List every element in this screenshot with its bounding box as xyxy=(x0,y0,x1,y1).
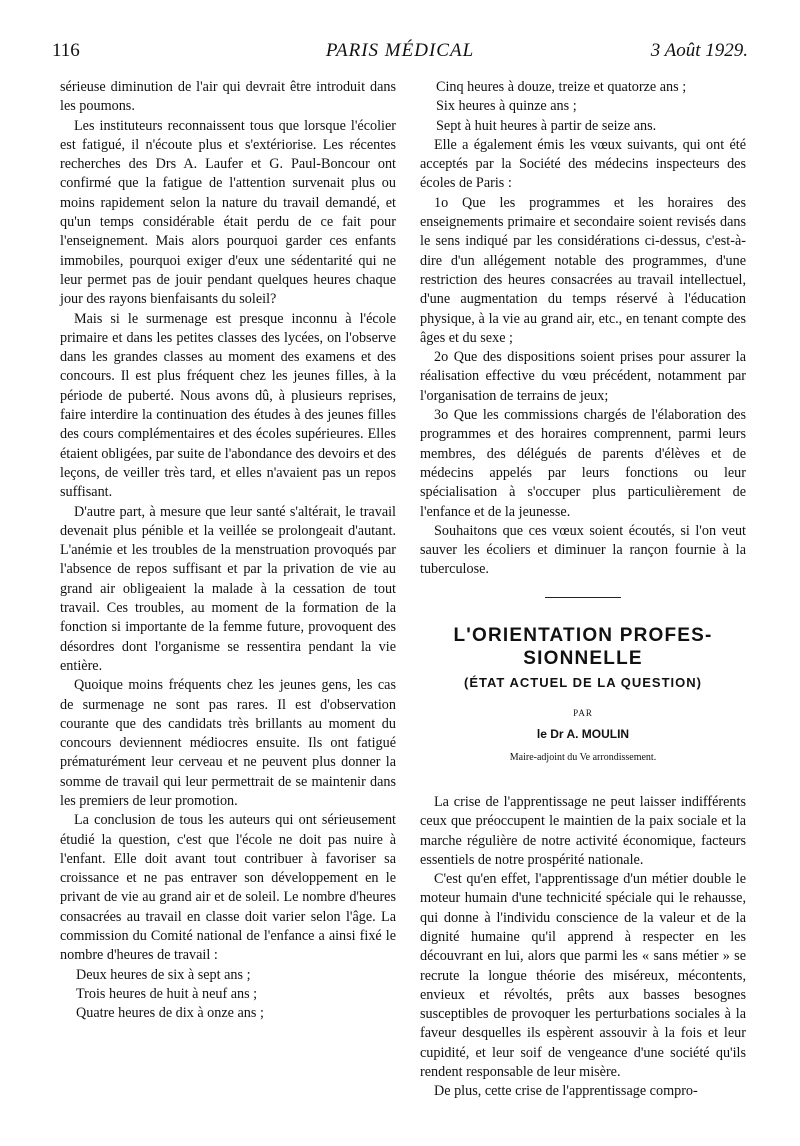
paragraph: Elle a également émis les vœux suivants, qui ont été acceptés par la Société des médecins inspecteurs des écoles de Paris : xyxy=(420,136,746,192)
left-column xyxy=(60,78,396,1024)
paragraph: Quoique moins fréquents chez les jeunes gens, les cas de surmenage ne sont pas rares. Il est d'observation courante que des candidats très brillants au moment du concours deviennent médiocres ensuite. Ils ont fatigué prématurément leur cerveau et ne peuvent plus donner la somme de travail qui leur permettrait de se maintenir dans les premiers de leur promotion. xyxy=(60,677,396,809)
list-item: Quatre heures de dix à onze ans ; xyxy=(76,1005,264,1022)
author-role: Maire-adjoint du Ve arrondissement. xyxy=(509,751,657,763)
article-title xyxy=(420,624,746,670)
paragraph: Souhaitons que ces vœux soient écoutés, si l'on veut sauver les écoliers et diminuer la rançon fournie à la tuberculose. xyxy=(420,522,746,578)
page-number: 116 xyxy=(52,40,80,61)
paragraph: D'autre part, à mesure que leur santé s'altérait, le travail devenait plus pénible et la veillée se prolongeait d'autant. L'anémie et les troubles de la menstruation provoqués par l'absence de repos suffisant et par la privation de vie au grand air obligeaient la malade à la cessation de tout travail. Ces troubles, au moment de la formation de la fonction si importante de la femme future, provoquent des désordres dont l'organisme se ressentira pendant la vie entière. xyxy=(60,503,396,674)
list-item: Six heures à quinze ans ; xyxy=(436,98,577,115)
paragraph: 1o Que les programmes et les horaires des enseignements primaire et secondaire soient revisés dans le sens indiqué par les considérations ci-dessus, c'est-à-dire d'un allégement notable des programmes, d'une restriction des heures consacrées au travail intellectuel, d'une augmentation du temps réservé à l'éducation physique, à la vie au grand air, etc., en tenant compte des âges et du sexe ; xyxy=(420,194,746,346)
running-header xyxy=(52,40,748,70)
list-item: Trois heures de huit à neuf ans ; xyxy=(76,985,258,1002)
list-item: Sept à huit heures à partir de seize ans. xyxy=(436,117,657,134)
section-divider xyxy=(545,597,621,598)
paragraph: Les instituteurs reconnaissent tous que lorsque l'écolier est fatigué, il n'écoute plus et s'extériorise. Les récentes recherches des Drs A. Laufer et G. Paul-Boncour ont confirmé que la fatigue de l'attention survenait plus ou moins rapidement selon la nature du travail demandé, et qu'un temps considérable était perdu de ce fait pour l'enseignement. Mais alors pourquoi garder ces enfants immobiles, pourquoi exiger d'eux une sédentarité qui ne leur permet pas de jouir pendant quelques heures chaque jour des rayons bienfaisants du soleil? xyxy=(60,117,396,308)
paragraph: 3o Que les commissions chargés de l'élaboration des programmes et des horaires comprennent, parmi leurs membres, des délégués de parents d'élèves et de médecins appelés par leurs fonctions ou leur spécialisation à s'occuper plus particulièrement de l'enfance et de la jeunesse. xyxy=(420,407,746,520)
byline-par: PAR xyxy=(573,708,593,719)
article-title-line: SIONNELLE xyxy=(523,647,643,669)
article-author: le Dr A. MOULIN xyxy=(536,727,630,742)
paragraph: 2o Que des dispositions soient prises pour assurer la réalisation effective du vœu précédent, notamment par l'organisation de terrains de jeux; xyxy=(420,349,746,404)
paragraph: sérieuse diminution de l'air qui devrait être introduit dans les poumons. xyxy=(60,79,396,115)
paragraph: Mais si le surmenage est presque inconnu à l'école primaire et dans les petites classes des lycées, on l'observe dans les grandes classes au moment des examens et des concours. Il est plus fréquent chez les jeunes filles, à la période de puberté. Nous avons dû, à plusieurs reprises, faire interdire la continuation des études à des jeunes filles des cours complémentaires et des écoles supérieures. Elles étaient obligées, par suite de l'abondance des devoirs et des leçons, de veiller très tard, et elles n'avaient pas un repos suffisant. xyxy=(60,310,396,501)
paragraph: La conclusion de tous les auteurs qui ont sérieusement étudié la question, c'est que l'école ne doit pas nuire à l'enfant. Elle doit avant tout contribuer à favoriser sa croissance et ne pas entraver son développement en le privant de vie au grand air et de soleil. Le nombre d'heures consacrées au travail en classe doit varier selon l'âge. La commission du Comité national de l'enfance a ainsi fixé le nombre d'heures de travail : xyxy=(60,812,396,964)
paragraph: C'est qu'en effet, l'apprentissage d'un métier double le moteur humain d'une technicité spéciale qui le rehausse, qui donne à l'individu conscience de la valeur et de la dignité humaine qu'il apprend à respecter en les découvrant en lui, alors que parmi les « sans métier » se recrute la longue théorie des miséreux, mécontents, envieux et révoltés, prêts aux basses besognes susceptibles de provoquer les perturbations sociales à la faveur desquelles ils espèrent assouvir à la fois et leur cupidité, et leur soif de vengeance d'une société qu'ils rendent responsable de leur misère. xyxy=(420,871,746,1081)
list-item: Cinq heures à douze, treize et quatorze ans ; xyxy=(436,79,687,95)
list-item: Deux heures de six à sept ans ; xyxy=(76,966,251,983)
paragraph: De plus, cette crise de l'apprentissage compro- xyxy=(434,1083,698,1100)
issue-date: 3 Août 1929. xyxy=(650,40,748,61)
paragraph: La crise de l'apprentissage ne peut laisser indifférents ceux que préoccupent le maintien de la paix sociale et la marche régulière de notre activité économique, facteurs essentiels de notre prospérité nationale. xyxy=(420,793,746,868)
journal-title: PARIS MÉDICAL xyxy=(325,40,475,61)
article-title-line: L'ORIENTATION PROFES- xyxy=(453,624,713,646)
right-column xyxy=(420,78,746,1102)
article-subtitle: (ÉTAT ACTUEL DE LA QUESTION) xyxy=(464,674,702,690)
